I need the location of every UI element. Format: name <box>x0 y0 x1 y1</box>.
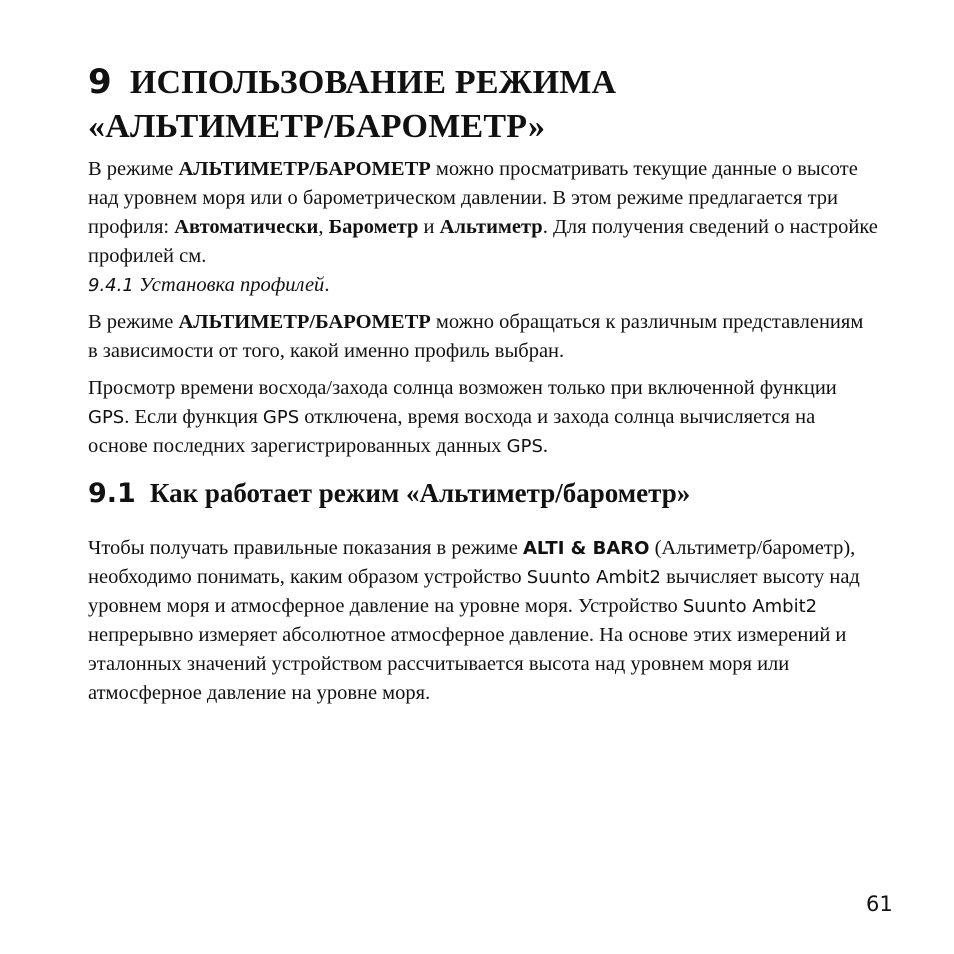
page-content <box>88 60 878 716</box>
chapter-title-line1: ИСПОЛЬЗОВАНИЕ РЕЖИМА <box>129 64 617 101</box>
text: Чтобы получать правильные показания в режиме <box>88 537 523 559</box>
text: В режиме <box>88 311 179 333</box>
mode-code-bold: ALTI & BARO <box>523 538 650 559</box>
text: . <box>542 435 549 457</box>
text: можно обращаться к различным представлениям в зависимости от того, какой именно профиль выбран. <box>88 311 864 362</box>
text: и <box>418 216 440 238</box>
page-number: 61 <box>866 892 893 916</box>
gps-term: GPS <box>262 407 300 428</box>
text: . <box>324 274 330 296</box>
sunrise-paragraph <box>88 374 878 461</box>
text: (Альтиметр/барометр), необходимо понимать, каким образом устройство <box>88 537 856 588</box>
device-name: Suunto Ambit2 <box>526 567 661 588</box>
section-title <box>88 475 878 512</box>
text: . Для получения сведений о настройке профилей см. <box>88 216 878 267</box>
cross-reference-title[interactable]: Установка профилей <box>133 274 325 296</box>
how-it-works-paragraph <box>88 534 878 708</box>
profile-altimeter: Альтиметр <box>439 216 543 238</box>
chapter-title <box>88 60 878 149</box>
text: непрерывно измеряет абсолютное атмосферное давление. На основе этих измерений и эталонных значений устройством рассчитывается высота над уровнем моря или атмосферное давление на уровне моря. <box>88 624 847 704</box>
intro-paragraph <box>88 155 878 300</box>
device-name: Suunto Ambit2 <box>682 596 818 617</box>
chapter-number: 9 <box>88 62 112 102</box>
mode-name-bold: АЛЬТИМЕТР/БАРОМЕТР <box>178 158 431 180</box>
mode-name-bold: АЛЬТИМЕТР/БАРОМЕТР <box>178 311 431 333</box>
gps-term: GPS <box>88 407 125 428</box>
views-paragraph <box>88 308 878 366</box>
text: отключена, время восхода и захода солнца вычисляется на основе последних зарегистрированных данных <box>88 406 816 457</box>
text: В режиме <box>88 158 179 180</box>
gps-term: GPS <box>506 436 543 457</box>
section-title-text: Как работает режим «Альтиметр/барометр» <box>149 478 691 508</box>
profile-barometer: Барометр <box>328 216 419 238</box>
text: . Если функция <box>124 406 263 428</box>
text: можно просматривать текущие данные о высоте над уровнем моря или о барометрическом давлении. В этом режиме предлагается три профиля: <box>88 158 858 238</box>
cross-reference-number[interactable]: 9.4.1 <box>88 275 134 296</box>
text: , <box>318 216 329 238</box>
text: Просмотр времени восхода/захода солнца возможен только при включенной функции <box>88 377 837 399</box>
profile-automatic: Автоматически <box>174 216 319 238</box>
section-number: 9.1 <box>88 478 136 509</box>
text: вычисляет высоту над уровнем моря и атмосферное давление на уровне моря. Устройство <box>88 566 860 617</box>
chapter-title-line2: «АЛЬТИМЕТР/БАРОМЕТР» <box>88 108 546 145</box>
